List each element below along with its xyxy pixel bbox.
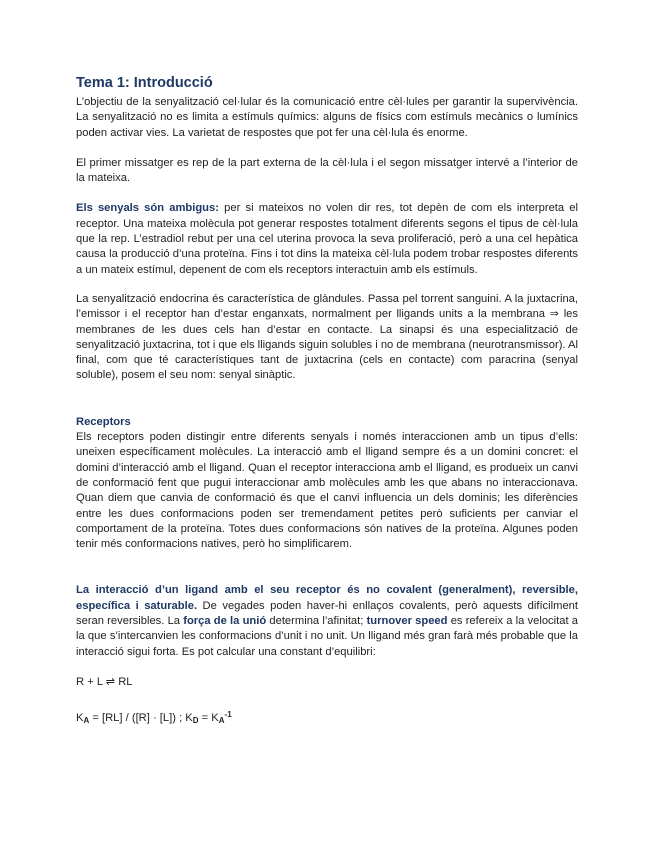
ambiguous-signals-lead: Els senyals són ambigus:	[76, 202, 219, 215]
ligand-text-b: determina l’afinitat;	[266, 615, 367, 628]
inverse-superscript: -1	[224, 709, 232, 719]
ligand-interaction-paragraph	[76, 583, 578, 659]
equilibrium-constant-formula	[76, 707, 578, 728]
document-page	[76, 74, 578, 728]
ka-subscript: A	[83, 715, 90, 725]
equilibrium-reaction: R + L ⇌ RL	[76, 675, 133, 688]
ambiguous-signals-paragraph	[76, 201, 578, 277]
ka-symbol: K	[76, 711, 84, 724]
bond-strength-term: força de la unió	[183, 615, 267, 628]
intro-paragraph: L’objectiu de la senyalització cel·lular és la comunicació entre cèl·lules per garantir la supervivència. La senyalització no es limita a estímuls químics: alguns de físics com estímuls mecànics o lumínics poden activar vies. La varietat de respostes que pot fer una cèl·lula és enorme.	[76, 96, 578, 139]
ligand-text-c: es refereix a la velocitat a la que s’intercanvien les conformacions d’unit i no unit. Un lligand més gran farà més probable que la interacció sigui forta. Es pot calcular una constant d’equilibri:	[76, 615, 578, 658]
ka-definition: = [RL] / ([R] · [L]) ; K	[89, 711, 193, 724]
signalling-types-paragraph: La senyalització endocrina és característica de glàndules. Passa pel torrent sanguini. A la juxtacrina, l’emissor i el receptor han d’estar enganxats, normalment per lligands units a la membrana ⇒ les membranes de les dues cels han d’estar en contacte. La sinapsi és una especialització de senyalització juxtacrina, tot i que els lligands siguin solubles i no de membrana (neurotransmissor). Al final, com que té característiques tant de juxtacrina (cels en contacte) com paracrina (senyal soluble), posem el seu nom: senyal sinàptic.	[76, 292, 578, 382]
messenger-paragraph: El primer missatger es rep de la part externa de la cèl·lula i el segon missatger intervé a l’interior de la mateixa.	[76, 156, 578, 185]
ka-inverse-subscript: A	[218, 715, 225, 725]
kd-subscript: D	[192, 715, 199, 725]
kd-equals: = K	[198, 711, 219, 724]
receptors-paragraph: Els receptors poden distingir entre diferents senyals i només interaccionen amb un tipus d’ells: uneixen específicament molècules. La interacció amb el lligand sempre és a un domini concret: el domini d’interacció amb el lligand. Quan el receptor interacciona amb el lligand, es produeix un canvi de conformació fent que pugui interaccionar amb molècules amb les que abans no interaccionava. Quan diem que canvia de conformació és que el canvi influencia un dels dominis; les diferències entre les dues conformacions poden ser tremendament petites però suficients per canviar el comportament de la proteïna. Totes dues conformacions són natives de la proteïna. Algunes poden tenir més conformacions natives, però ho simplificarem.	[76, 431, 578, 551]
receptors-heading: Receptors	[76, 415, 131, 428]
ambiguous-signals-text: per si mateixos no volen dir res, tot depèn de com els interpreta el receptor. Una mateixa molècula pot generar respostes totalment diferents segons el tipus de cèl·lula que la rep. L’estradiol rebut per una cel uterina provoca la seva proliferació, però a una cel hepàtica causa la producció d’una proteïna. Fins i tot dins la mateixa cèl·lula podem trobar respostes diferents a un mateix estímul, depenent de com els receptors interactuin amb els estímuls.	[76, 202, 578, 276]
ligand-text-a: De vegades poden haver-hi enllaços covalents, però aquests difícilment seran reversibles. La	[76, 599, 578, 628]
page-title: Tema 1: Introducció	[76, 75, 213, 91]
ligand-interaction-lead: La interacció d’un ligand amb el seu receptor és no covalent (generalment), reversible, específica i saturable.	[76, 584, 578, 612]
turnover-speed-term: turnover speed	[366, 615, 448, 628]
